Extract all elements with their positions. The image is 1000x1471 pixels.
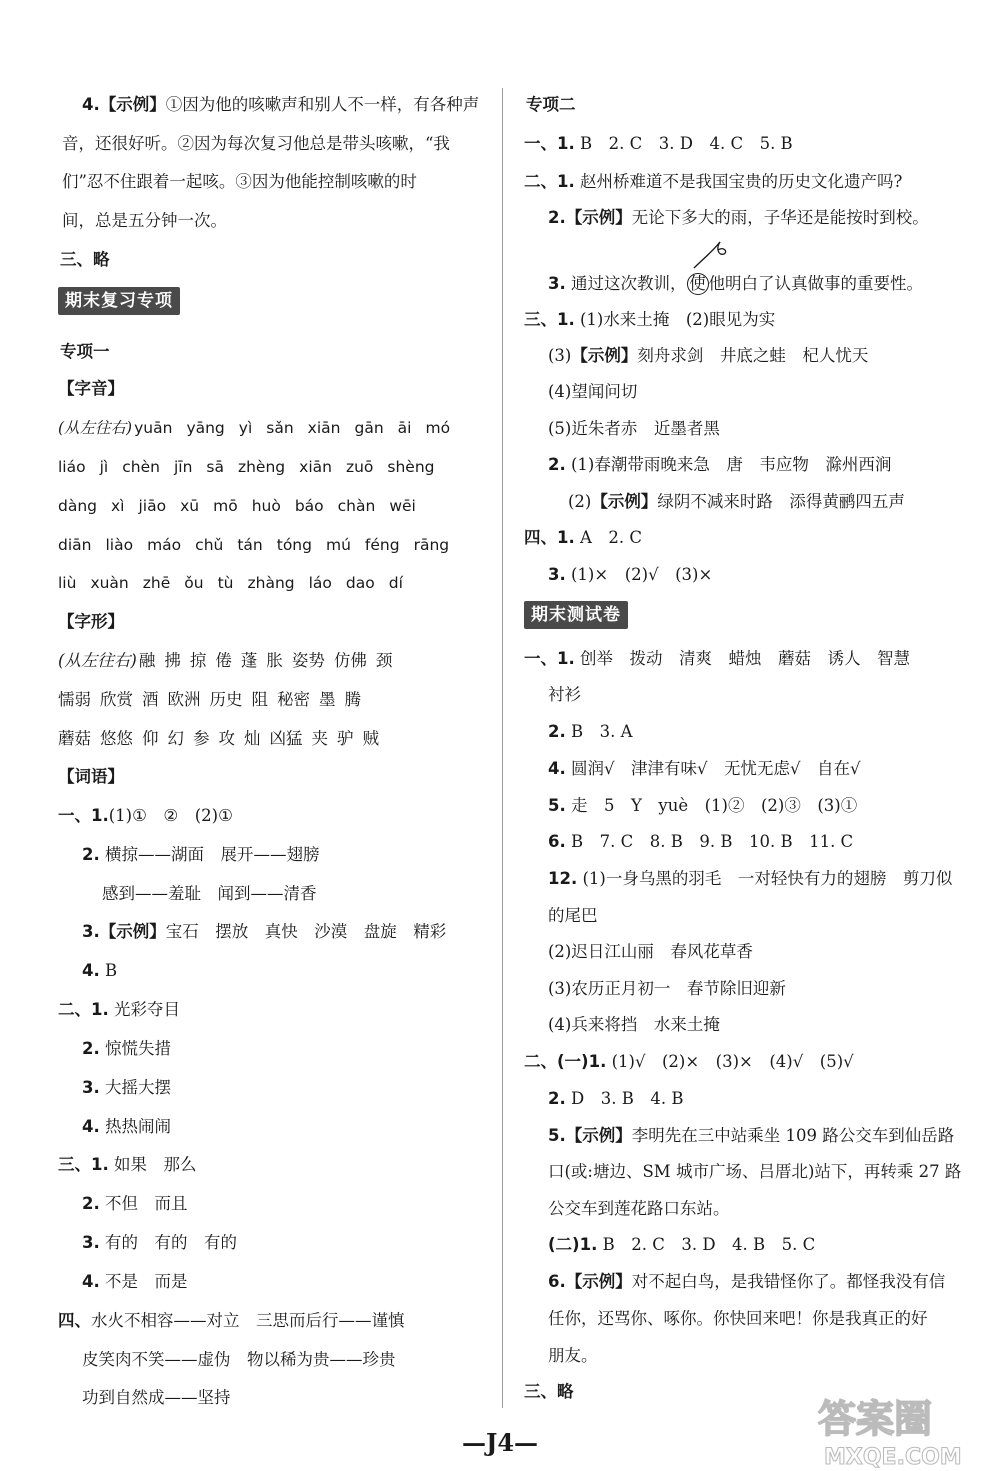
answer-line: 任你，还骂你、啄你。你快回来吧！你是我真正的好 <box>548 1309 928 1328</box>
answer-line: 三、1. (1)水来土掩 (2)眼见为实 <box>524 310 776 329</box>
answer-line: 一、1. B 2. C 3. D 4. C 5. B <box>524 134 793 153</box>
answer-line: 3. 通过这次教训， 使 他明白了认真做事的重要性。 <box>548 274 923 293</box>
answer-line: (2)迟日江山丽 春风花草香 <box>548 942 753 961</box>
watermark-line-1: 答案圈 <box>818 1397 933 1441</box>
zhuanxiang-2: 专项二 <box>526 95 576 114</box>
answer-line: 四、1. A 2. C <box>524 528 643 547</box>
ciyu-line: 一、1.(1)① ② (2)① <box>58 806 233 825</box>
ciyu-line: 三、1. 如果 那么 <box>58 1155 197 1174</box>
zixing-prefix: (从左往右) <box>58 651 137 670</box>
q4-line-4: 间，总是五分钟一次。 <box>62 211 227 230</box>
page-number: —J4— <box>461 1428 539 1457</box>
answer-line: 朋友。 <box>548 1346 598 1365</box>
answer-line: (4)兵来将挡 水来土掩 <box>548 1015 720 1034</box>
answer-line: 二、(一)1. (1)√ (2)× (3)× (4)√ (5)√ <box>524 1052 854 1071</box>
ciyu-line: 4. 热热闹闹 <box>82 1117 171 1136</box>
answer-line: 6.【示例】对不起白鸟，是我错怪你了。都怪我没有信 <box>548 1272 946 1291</box>
answer-line: 2.【示例】无论下多大的雨，子华还是能按时到校。 <box>548 208 929 227</box>
circled-char: 使 <box>687 273 709 295</box>
correction-mark-icon <box>690 238 730 272</box>
ciyu-line: 4. B <box>82 961 118 980</box>
ciyu-line: 2. 不但 而且 <box>82 1194 188 1213</box>
answer-line: 2. D 3. B 4. B <box>548 1089 684 1108</box>
zixing-row-1: (从左往右) 融 拂 掠 倦 蓬 胀 姿势 仿佛 颈 <box>58 649 401 673</box>
ciyu-line: 二、1. 光彩夺目 <box>58 1000 180 1019</box>
section-tag-review: 期末复习专项 <box>58 287 180 315</box>
answer-line: 5.【示例】李明先在三中站乘坐 109 路公交车到仙岳路 <box>548 1126 955 1145</box>
ziyin-header: 【字音】 <box>58 379 124 398</box>
q4-line-1: 4.【示例】①因为他的咳嗽声和别人不一样，有各种声 <box>82 95 480 114</box>
answer-line: (3)农历正月初一 春节除旧迎新 <box>548 979 786 998</box>
answer-line: (二)1. B 2. C 3. D 4. B 5. C <box>548 1235 816 1254</box>
pinyin-row-4: diān liào máo chǔ tán tóng mú féng rāng <box>58 536 450 554</box>
pinyin-row-3: dàng xì jiāo xū mō huò báo chàn wēi <box>58 497 416 515</box>
answer-line: 6. B 7. C 8. B 9. B 10. B 11. C <box>548 832 854 851</box>
q4-line-3: 们”忍不住跟着一起咳。③因为他能控制咳嗽的时 <box>62 172 417 191</box>
answer-line: (2)【示例】绿阴不减来时路 添得黄鹂四五声 <box>568 492 905 511</box>
san-lue: 三、略 <box>60 250 110 269</box>
ciyu-header: 【词语】 <box>58 767 124 786</box>
answer-line: 12. (1)一身乌黑的羽毛 一对轻快有力的翅膀 剪刀似 <box>548 869 953 888</box>
answer-line: 口(或:塘边、SM 城市广场、吕厝北)站下，再转乘 27 路 <box>548 1162 962 1181</box>
zixing-row-3: 蘑菇 悠悠 仰 幻 参 攻 灿 凶猛 夹 驴 贼 <box>58 729 379 748</box>
ciyu-line: 2. 惊慌失措 <box>82 1039 171 1058</box>
watermark-logo <box>810 1380 990 1470</box>
answer-line: 2. B 3. A <box>548 722 633 741</box>
answer-line: 三、略 <box>524 1382 574 1401</box>
answer-line: 2. (1)春潮带雨晚来急 唐 韦应物 滁州西涧 <box>548 455 892 474</box>
section-tag-final-test: 期末测试卷 <box>524 601 628 629</box>
answer-line: 5. 走 5 Y yuè (1)② (2)③ (3)① <box>548 796 858 815</box>
q4-line-2: 音，还很好听。②因为每次复习他总是带头咳嗽，“我 <box>62 134 450 153</box>
watermark-line-2: MXQE.COM <box>824 1445 962 1470</box>
ciyu-line: 3.【示例】宝石 摆放 真快 沙漠 盘旋 精彩 <box>82 922 447 941</box>
zhuanxiang-1: 专项一 <box>60 342 110 361</box>
ciyu-line: 皮笑肉不笑——虚伪 物以稀为贵——珍贵 <box>82 1350 396 1369</box>
ciyu-line: 2. 横掠——湖面 展开——翅膀 <box>82 845 320 864</box>
ziyin-prefix: (从左往右) <box>58 419 133 437</box>
pinyin-row-5: liù xuàn zhē ǒu tù zhàng láo dao dí <box>58 574 403 592</box>
answer-line: 公交车到莲花路口东站。 <box>548 1199 730 1218</box>
ciyu-line: 3. 有的 有的 有的 <box>82 1233 237 1252</box>
ciyu-line: 感到——羞耻 闻到——清香 <box>102 884 317 903</box>
column-divider <box>502 88 503 1408</box>
answer-line: 4. 圆润√ 津津有味√ 无忧无虑√ 自在√ <box>548 759 861 778</box>
answer-line: 3. (1)× (2)√ (3)× <box>548 565 713 584</box>
answer-line: (4)望闻问切 <box>548 382 638 401</box>
ciyu-line: 功到自然成——坚持 <box>82 1388 231 1407</box>
ciyu-line: 3. 大摇大摆 <box>82 1078 171 1097</box>
answer-line: 衬衫 <box>548 685 581 704</box>
ciyu-line: 四、水火不相容——对立 三思而后行——谨慎 <box>58 1311 405 1330</box>
zixing-header: 【字形】 <box>58 612 124 631</box>
pinyin-row-1: (从左往右) yuān yāng yì sǎn xiān gān āi mó <box>58 416 464 440</box>
zixing-row-2: 懦弱 欣赏 酒 欧洲 历史 阻 秘密 墨 腾 <box>58 690 361 709</box>
answer-line: 一、1. 创举 拨动 清爽 蜡烛 蘑菇 诱人 智慧 <box>524 649 910 668</box>
pinyin-row-2: liáo jì chèn jīn sā zhèng xiān zuō shèng <box>58 458 435 476</box>
answer-line: (3)【示例】刻舟求剑 井底之蛙 杞人忧天 <box>548 346 869 365</box>
answer-line: 二、1. 赵州桥难道不是我国宝贵的历史文化遗产吗? <box>524 172 903 191</box>
answer-line: 的尾巴 <box>548 906 598 925</box>
ciyu-line: 4. 不是 而是 <box>82 1272 188 1291</box>
answer-line: (5)近朱者赤 近墨者黑 <box>548 419 720 438</box>
